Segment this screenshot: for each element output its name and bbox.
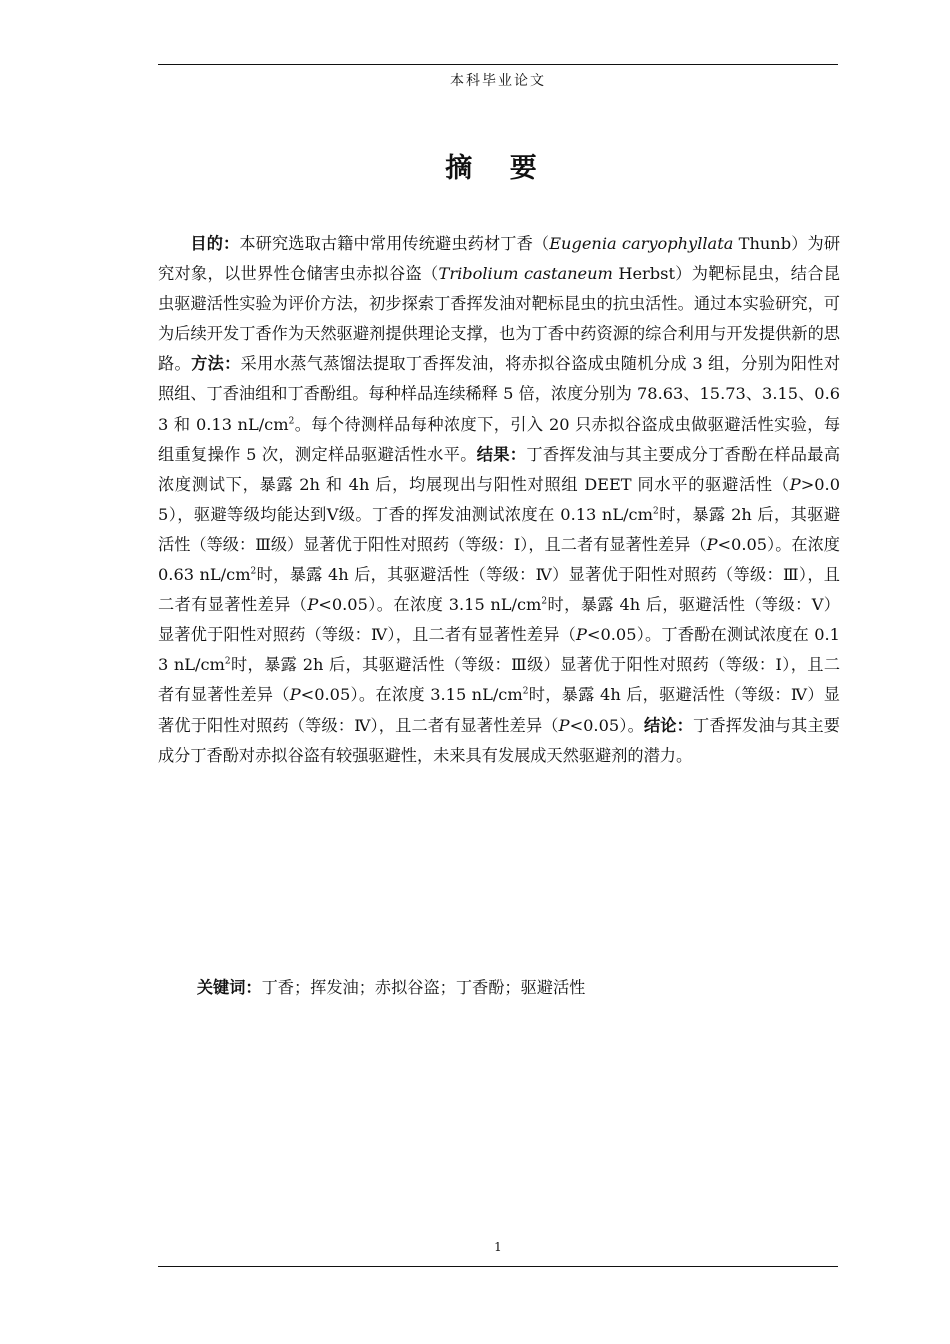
superscript: 2: [522, 687, 529, 698]
results-label: 结果：: [476, 444, 527, 464]
superscript: 2: [541, 596, 548, 607]
p-symbol: P: [576, 625, 587, 645]
text-seg: 丁香挥发油与其主要成分丁香酚对赤拟谷盗有较强驱避性，未来具有发展成天然驱避剂的潜力。: [158, 715, 840, 765]
superscript: 2: [652, 506, 659, 517]
p-symbol: P: [289, 685, 301, 705]
keywords-text: 丁香；挥发油；赤拟谷盗；丁香酚；驱避活性: [261, 978, 586, 997]
text-seg: 采用水蒸气蒸馏法提取丁香挥发油，将赤拟谷盗成虫随机分成 3 组，分别为阳性对照组、丁香油组和丁香酚组。每种样品连续稀释 5 倍，浓度分别为 78.63、15.73、3.15、0.63 和 0.13 nL/cm: [158, 354, 841, 434]
species-name: Tribolium castaneum: [438, 264, 613, 284]
methods-label: 方法：: [191, 354, 241, 374]
text-seg: <0.05）。在浓度 3.15 nL/cm: [318, 595, 542, 615]
text-seg: 时，暴露 2h 后，其驱避活性（等级：Ⅲ级）显著优于阳性对照药（等级：Ⅰ），且二者有显著性差异（: [158, 655, 840, 705]
text-seg: 时，暴露 2h 后，其驱避活性（等级：Ⅲ级）显著优于阳性对照药（等级：Ⅰ），且二者有显著性差异（: [158, 504, 841, 554]
footer-rule: [158, 1266, 838, 1267]
p-symbol: P: [558, 715, 570, 735]
running-header: 本科毕业论文: [450, 73, 546, 89]
abstract-title: 摘 要: [445, 153, 551, 184]
superscript: 2: [250, 566, 257, 577]
text-seg: 时，暴露 4h 后，驱避活性（等级：Ⅳ）显著优于阳性对照药（等级：Ⅳ），且二者有显著性差异（: [158, 685, 840, 735]
text-seg: Herbst）为靶标昆虫，结合昆虫驱避活性实验为评价方法，初步探索丁香挥发油对靶标昆虫的抗虫活性。通过本实验研究，可为后续开发丁香作为天然驱避剂提供理论支撑，也为丁香中药资源的综合利用与开发提供新的思路。: [158, 264, 840, 374]
superscript: 2: [288, 416, 295, 427]
text-seg: <0.05）。: [569, 715, 644, 735]
page-number: 1: [494, 1240, 502, 1254]
header-rule: [158, 64, 838, 65]
conclusion-label: 结论：: [643, 715, 693, 735]
species-name: Eugenia caryophyllata: [549, 234, 734, 253]
abstract-body: [158, 229, 840, 771]
text-seg: 本研究选取古籍中常用传统避虫药材丁香（: [239, 234, 550, 253]
text-seg: 。每个待测样品每种浓度下，引入 20 只赤拟谷盗成虫做驱避活性实验，每组重复操作 5 次，测定样品驱避活性水平。: [158, 414, 841, 464]
text-seg: 时，暴露 4h 后，驱避活性（等级：Ⅴ）显著优于阳性对照药（等级：Ⅳ），且二者有显著性差异（: [158, 595, 840, 645]
keywords-label: 关键词：: [196, 978, 262, 997]
superscript: 2: [224, 656, 231, 667]
text-seg: Thunb）为研究对象，以世界性仓储害虫赤拟谷盗（: [158, 234, 841, 284]
text-seg: <0.05）。丁香酚在测试浓度在 0.13 nL/cm: [158, 625, 840, 675]
p-symbol: P: [706, 534, 718, 554]
keywords-line: [158, 973, 840, 1003]
text-seg: 丁香挥发油与其主要成分丁香酚在样品最高浓度测试下，暴露 2h 和 4h 后，均展现出与阳性对照组 DEET 同水平的驱避活性（: [158, 444, 841, 494]
text-seg: >0.05），驱避等级均能达到Ⅴ级。丁香的挥发油测试浓度在 0.13 nL/cm: [158, 474, 840, 524]
p-symbol: P: [307, 595, 319, 615]
objective-label: 目的：: [190, 234, 240, 253]
text-seg: <0.05）。在浓度 3.15 nL/cm: [300, 685, 523, 705]
text-seg: <0.05）。在浓度 0.63 nL/cm: [158, 534, 840, 585]
text-seg: 时，暴露 4h 后，其驱避活性（等级：Ⅳ）显著优于阳性对照药（等级：Ⅲ），且二者有显著性差异（: [158, 565, 840, 615]
p-symbol: P: [789, 474, 801, 494]
